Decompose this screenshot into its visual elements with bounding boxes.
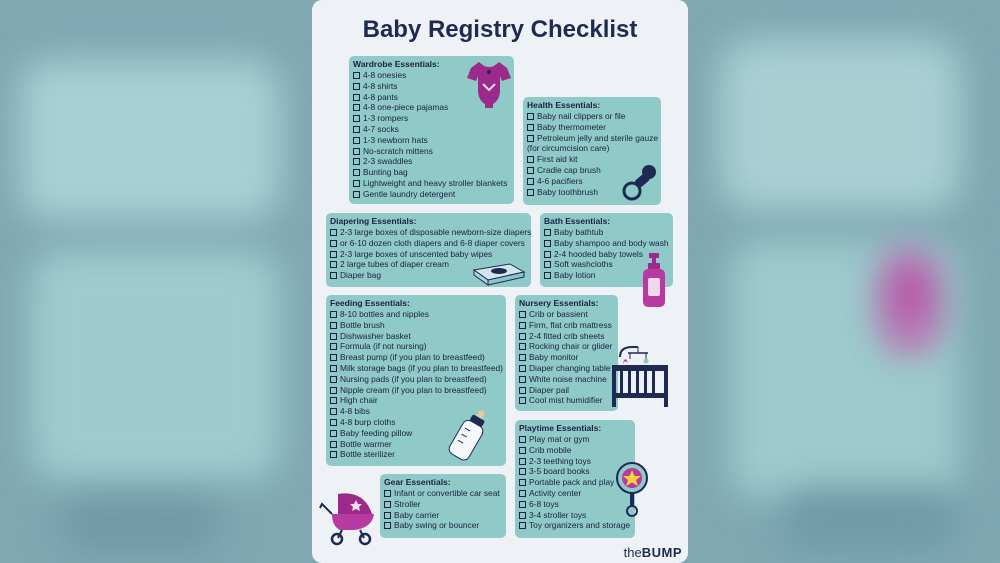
- checkbox[interactable]: [330, 229, 337, 236]
- checkbox[interactable]: [330, 343, 337, 350]
- checklist-item: [519, 341, 614, 352]
- checkbox[interactable]: [384, 522, 391, 529]
- brand-logo: [624, 545, 682, 560]
- checklist-item-label: 1-3 newborn hats: [363, 134, 428, 145]
- checklist-item-label: Baby thermometer: [537, 121, 606, 132]
- checklist-item-label: 2-4 fitted crib sheets: [529, 330, 605, 341]
- gear-section: [380, 474, 506, 538]
- section-heading: Wardrobe Essentials:: [353, 59, 440, 69]
- checkbox[interactable]: [519, 522, 526, 529]
- checkbox[interactable]: [384, 512, 391, 519]
- checkbox[interactable]: [519, 311, 526, 318]
- checklist-item: [384, 499, 502, 510]
- checklist-item-label: Nipple cream (if you plan to breastfeed): [340, 384, 487, 395]
- checklist-item-label: 2-3 large boxes of disposable newborn-size diapers: [340, 227, 532, 237]
- section-heading: Feeding Essentials:: [330, 298, 410, 308]
- checklist-item-label: 2 large tubes of diaper cream: [340, 259, 449, 270]
- brand-prefix: the: [623, 545, 642, 560]
- checklist-item-label: Bottle warmer: [340, 438, 392, 449]
- baby-bottle-icon: [446, 405, 492, 465]
- checklist-item: [527, 122, 657, 133]
- checkbox[interactable]: [519, 479, 526, 486]
- checklist-item: [330, 227, 532, 238]
- checkbox[interactable]: [353, 180, 360, 187]
- checklist-item-label: Cradle cap brush: [537, 164, 601, 175]
- checklist-item-label: Baby feeding pillow: [340, 427, 413, 438]
- checklist-item-label: Nursing pads (if you plan to breastfeed): [340, 373, 487, 384]
- checklist-item-label: 4-8 onesies: [363, 70, 407, 80]
- checklist-item: [544, 238, 669, 249]
- checklist: [519, 309, 614, 406]
- checklist-item-label: Diaper pail: [529, 384, 570, 395]
- checkbox[interactable]: [519, 458, 526, 465]
- checklist-item: [519, 434, 631, 445]
- checklist-item-label: 6-8 toys: [529, 498, 559, 509]
- checkbox[interactable]: [330, 365, 337, 372]
- checklist-item: [330, 309, 502, 320]
- checklist-item-label: White noise machine: [529, 373, 607, 384]
- checkbox[interactable]: [330, 408, 337, 415]
- checklist-item: [353, 189, 510, 200]
- checkbox[interactable]: [330, 451, 337, 458]
- checklist-item-label: 4-8 burp cloths: [340, 416, 396, 427]
- checklist-item-label: Firm, flat crib mattress: [529, 319, 612, 330]
- pacifier-icon: [622, 164, 658, 202]
- checklist-item: [353, 135, 510, 146]
- checkbox[interactable]: [353, 115, 360, 122]
- checkbox[interactable]: [353, 169, 360, 176]
- checkbox[interactable]: [330, 441, 337, 448]
- checklist-item: [519, 445, 631, 456]
- checkbox[interactable]: [519, 512, 526, 519]
- checklist-item-label: 1-3 rompers: [363, 113, 409, 124]
- checklist-item: [330, 363, 502, 374]
- checkbox[interactable]: [527, 113, 534, 120]
- checklist-item-label: 4-8 bibs: [340, 406, 370, 417]
- checklist-item-label: Formula (if not nursing): [340, 341, 427, 352]
- checklist-item-label: Rocking chair or glider: [529, 341, 613, 352]
- checklist-item-label: Gentle laundry detergent: [363, 188, 456, 199]
- wipes-icon: [470, 260, 526, 286]
- checkbox[interactable]: [519, 397, 526, 404]
- checklist-item-label: Crib mobile: [529, 444, 572, 455]
- checklist-item-label: Baby toothbrush: [537, 186, 598, 197]
- checkbox[interactable]: [527, 156, 534, 163]
- section-heading: Diapering Essentials:: [330, 216, 417, 226]
- checklist-item: [330, 385, 502, 396]
- checklist-item: [519, 385, 614, 396]
- checkbox[interactable]: [519, 333, 526, 340]
- checklist-item: [353, 167, 510, 178]
- stroller-icon: [318, 488, 378, 546]
- checkbox[interactable]: [330, 376, 337, 383]
- crib-icon: [610, 343, 670, 409]
- checkbox[interactable]: [353, 126, 360, 133]
- checkbox[interactable]: [544, 261, 551, 268]
- checklist-sheet: [312, 0, 688, 563]
- checklist-item-label: Stroller: [394, 498, 421, 509]
- checklist-item-label: 4-8 pants: [363, 91, 398, 102]
- checkbox[interactable]: [330, 419, 337, 426]
- checkbox[interactable]: [519, 436, 526, 443]
- checklist-item-label: First aid kit: [537, 154, 578, 165]
- checkbox[interactable]: [353, 148, 360, 155]
- checkbox[interactable]: [519, 376, 526, 383]
- checklist-item-label: Infant or convertible car seat: [394, 488, 500, 498]
- checklist-item: [353, 156, 510, 167]
- checklist-item-label: Baby nail clippers or file: [537, 111, 626, 121]
- checkbox[interactable]: [330, 251, 337, 258]
- checklist-item-label: Portable pack and play: [529, 477, 615, 488]
- checkbox[interactable]: [330, 240, 337, 247]
- checkbox[interactable]: [330, 354, 337, 361]
- checklist-item-label: 4-8 one-piece pajamas: [363, 102, 449, 113]
- checkbox[interactable]: [330, 311, 337, 318]
- checkbox[interactable]: [544, 272, 551, 279]
- checklist-item: [330, 249, 527, 260]
- checkbox[interactable]: [330, 322, 337, 329]
- checklist-item-label: Cool mist humidifier: [529, 395, 603, 406]
- checklist-item-label: Bunting bag: [363, 167, 408, 178]
- checklist-item-label: Baby bathtub: [554, 227, 604, 237]
- checklist-item-label: 8-10 bottles and nipples: [340, 309, 429, 319]
- checkbox[interactable]: [384, 501, 391, 508]
- checklist-item-label: Activity center: [529, 487, 582, 498]
- checklist-item-label: 4-8 shirts: [363, 80, 398, 91]
- checklist-item: [330, 238, 527, 249]
- checklist-item-label: Soft washcloths: [554, 259, 613, 270]
- checkbox[interactable]: [527, 189, 534, 196]
- checkbox[interactable]: [353, 137, 360, 144]
- checklist-item: [527, 143, 657, 154]
- checklist-item-label: (for circumcision care): [527, 143, 610, 154]
- checklist-item: [353, 146, 510, 157]
- checklist-item-label: Baby lotion: [554, 270, 596, 281]
- checkbox[interactable]: [384, 490, 391, 497]
- checklist-item-label: Lightweight and heavy stroller blankets: [363, 177, 508, 188]
- checklist-item: [527, 133, 657, 144]
- checkbox[interactable]: [527, 167, 534, 174]
- checklist-item-label: High chair: [340, 395, 378, 406]
- checklist-item: [544, 227, 669, 238]
- checkbox[interactable]: [330, 430, 337, 437]
- checklist-item: [353, 113, 510, 124]
- checklist-item: [330, 341, 502, 352]
- checkbox[interactable]: [353, 72, 360, 79]
- checklist-item: [353, 178, 510, 189]
- checklist-item-label: 2-3 large boxes of unscented baby wipes: [340, 248, 493, 259]
- checkbox[interactable]: [330, 387, 337, 394]
- checklist-item-label: Baby monitor: [529, 352, 579, 363]
- checkbox[interactable]: [330, 397, 337, 404]
- checkbox[interactable]: [519, 365, 526, 372]
- checkbox[interactable]: [330, 261, 337, 268]
- checkbox[interactable]: [527, 135, 534, 142]
- checklist-item: [353, 124, 510, 135]
- checklist-item-label: 2-4 hooded baby towels: [554, 248, 643, 259]
- checklist-item-label: Breast pump (if you plan to breastfeed): [340, 352, 485, 363]
- nursery-section: [515, 295, 618, 411]
- checkbox[interactable]: [527, 178, 534, 185]
- checklist-item-label: Milk storage bags (if you plan to breastfeed): [340, 362, 503, 373]
- checklist-item: [519, 309, 614, 320]
- checklist-item: [330, 331, 502, 342]
- checklist-item-label: 4-6 pacifiers: [537, 175, 583, 186]
- checkbox[interactable]: [519, 468, 526, 475]
- section-heading: Gear Essentials:: [384, 477, 451, 487]
- checklist-item-label: Bottle brush: [340, 319, 385, 330]
- checklist-item: [384, 488, 502, 499]
- checklist-item-label: Bottle sterilizer: [340, 449, 395, 460]
- checklist-item-label: Dishwasher basket: [340, 330, 411, 341]
- checkbox[interactable]: [519, 501, 526, 508]
- checklist-item-label: or 6-10 dozen cloth diapers and 6-8 diaper covers: [340, 237, 525, 248]
- checklist-item: [384, 520, 502, 531]
- checklist-item: [527, 111, 657, 122]
- checklist-item: [519, 320, 614, 331]
- checkbox[interactable]: [519, 343, 526, 350]
- checkbox[interactable]: [353, 104, 360, 111]
- checklist-item: [330, 374, 502, 385]
- section-heading: Playtime Essentials:: [519, 423, 602, 433]
- checklist-item-label: Petroleum jelly and sterile gauze: [537, 132, 659, 143]
- checklist-item: [384, 510, 502, 521]
- checkbox[interactable]: [544, 229, 551, 236]
- checklist-item: [519, 520, 631, 531]
- checkbox[interactable]: [519, 447, 526, 454]
- checkbox[interactable]: [519, 322, 526, 329]
- checkbox[interactable]: [353, 191, 360, 198]
- checklist-item-label: Crib or bassient: [529, 309, 588, 319]
- checkbox[interactable]: [353, 83, 360, 90]
- checkbox[interactable]: [527, 124, 534, 131]
- checklist-item: [519, 352, 614, 363]
- checklist-item-label: 2-3 swaddles: [363, 156, 413, 167]
- rattle-icon: [615, 461, 649, 517]
- checklist-item-label: No-scratch mittens: [363, 145, 433, 156]
- onesie-icon: [467, 60, 511, 110]
- checklist-item: [330, 320, 502, 331]
- checklist-item-label: 3-5 board books: [529, 466, 590, 477]
- checklist-item-label: Play mat or gym: [529, 434, 590, 444]
- checklist-item: [519, 395, 614, 406]
- section-heading: Bath Essentials:: [544, 216, 611, 226]
- checklist-item-label: Baby shampoo and body wash: [554, 237, 669, 248]
- checklist-item-label: 3-4 stroller toys: [529, 509, 587, 520]
- checkbox[interactable]: [519, 387, 526, 394]
- checkbox[interactable]: [519, 490, 526, 497]
- checklist-item-label: Diaper bag: [340, 270, 381, 281]
- checklist-item: [519, 374, 614, 385]
- checkbox[interactable]: [353, 94, 360, 101]
- section-heading: Nursery Essentials:: [519, 298, 599, 308]
- checkbox[interactable]: [330, 333, 337, 340]
- checklist-item-label: Toy organizers and storage: [529, 520, 631, 531]
- checklist: [384, 488, 502, 531]
- checklist-item: [330, 352, 502, 363]
- checklist-item-label: Baby carrier: [394, 509, 440, 520]
- checkbox[interactable]: [544, 240, 551, 247]
- checklist-item: [519, 331, 614, 342]
- checklist-item-label: Baby swing or bouncer: [394, 520, 480, 531]
- checkbox[interactable]: [544, 251, 551, 258]
- checklist-item: [519, 363, 614, 374]
- checklist-item-label: 4-7 socks: [363, 123, 399, 134]
- checkbox[interactable]: [519, 354, 526, 361]
- section-heading: Health Essentials:: [527, 100, 601, 110]
- lotion-bottle-icon: [640, 253, 668, 309]
- checkbox[interactable]: [353, 158, 360, 165]
- brand-name: BUMP: [641, 545, 682, 560]
- checklist-item-label: 2-3 teething toys: [529, 455, 591, 466]
- page-title: Baby Registry Checklist: [362, 16, 638, 43]
- checkbox[interactable]: [330, 272, 337, 279]
- checklist-item-label: Diaper changing table: [529, 362, 611, 373]
